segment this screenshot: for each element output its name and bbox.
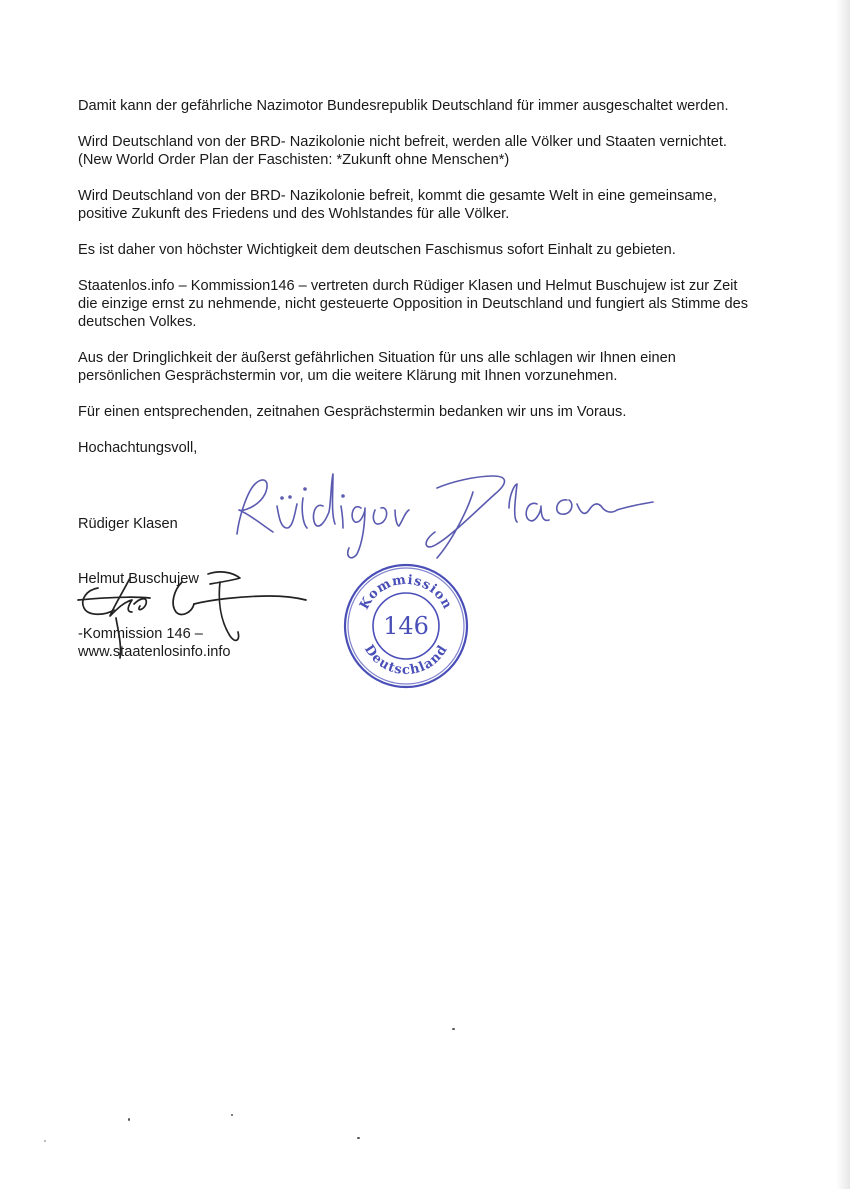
scan-speck: [128, 1118, 130, 1121]
signer-name-klasen: Rüdiger Klasen: [78, 516, 178, 532]
page-edge-shadow: [836, 0, 850, 1189]
signature-buschujew: [70, 560, 320, 670]
website-line: www.staatenlosinfo.info: [78, 644, 231, 660]
organization-line: -Kommission 146 –: [78, 626, 203, 642]
scan-speck: [452, 1028, 455, 1030]
scan-speck: [44, 1140, 46, 1142]
paragraph-3: Wird Deutschland von der BRD- Nazikolonie befreit, kommt die gesamte Welt in eine gemeinsame, positive Zukunft des Friedens und des Wohlstandes für alle Völker.: [78, 188, 717, 222]
closing-salutation: Hochachtungsvoll,: [78, 440, 198, 456]
paragraph-1: Damit kann der gefährliche Nazimotor Bundesrepublik Deutschland für immer ausgeschaltet werden.: [78, 98, 729, 114]
paragraph-5: Staatenlos.info – Kommission146 – vertreten durch Rüdiger Klasen und Helmut Buschujew ist zur Zeit die einzige ernst zu nehmende, nicht gesteuerte Opposition in Deutschland und fungiert als Stimme des deutschen Volkes.: [78, 278, 749, 330]
paragraph-4: Es ist daher von höchster Wichtigkeit dem deutschen Faschismus sofort Einhalt zu gebieten.: [78, 242, 676, 258]
paragraph-7: Für einen entsprechenden, zeitnahen Gesprächstermin bedanken wir uns im Voraus.: [78, 404, 627, 420]
paragraph-2: Wird Deutschland von der BRD- Nazikolonie nicht befreit, werden alle Völker und Staaten vernichtet. (New World Order Plan der Faschisten: *Zukunft ohne Menschen*): [78, 134, 727, 168]
stamp-bottom-text: Deutschland: [360, 642, 451, 679]
scan-speck: [357, 1137, 360, 1139]
stamp-number: 146: [383, 612, 429, 640]
paragraph-6: Aus der Dringlichkeit der äußerst gefährlichen Situation für uns alle schlagen wir Ihnen einen persönlichen Gesprächstermin vor, um die weitere Klärung mit Ihnen vorzunehmen.: [78, 350, 676, 384]
scan-speck: [231, 1114, 233, 1116]
signer-name-buschujew: Helmut Buschujew: [78, 571, 199, 587]
letter-body: [78, 97, 758, 475]
stamp-top-text: Kommission: [357, 572, 455, 613]
kommission-stamp: [342, 562, 470, 690]
